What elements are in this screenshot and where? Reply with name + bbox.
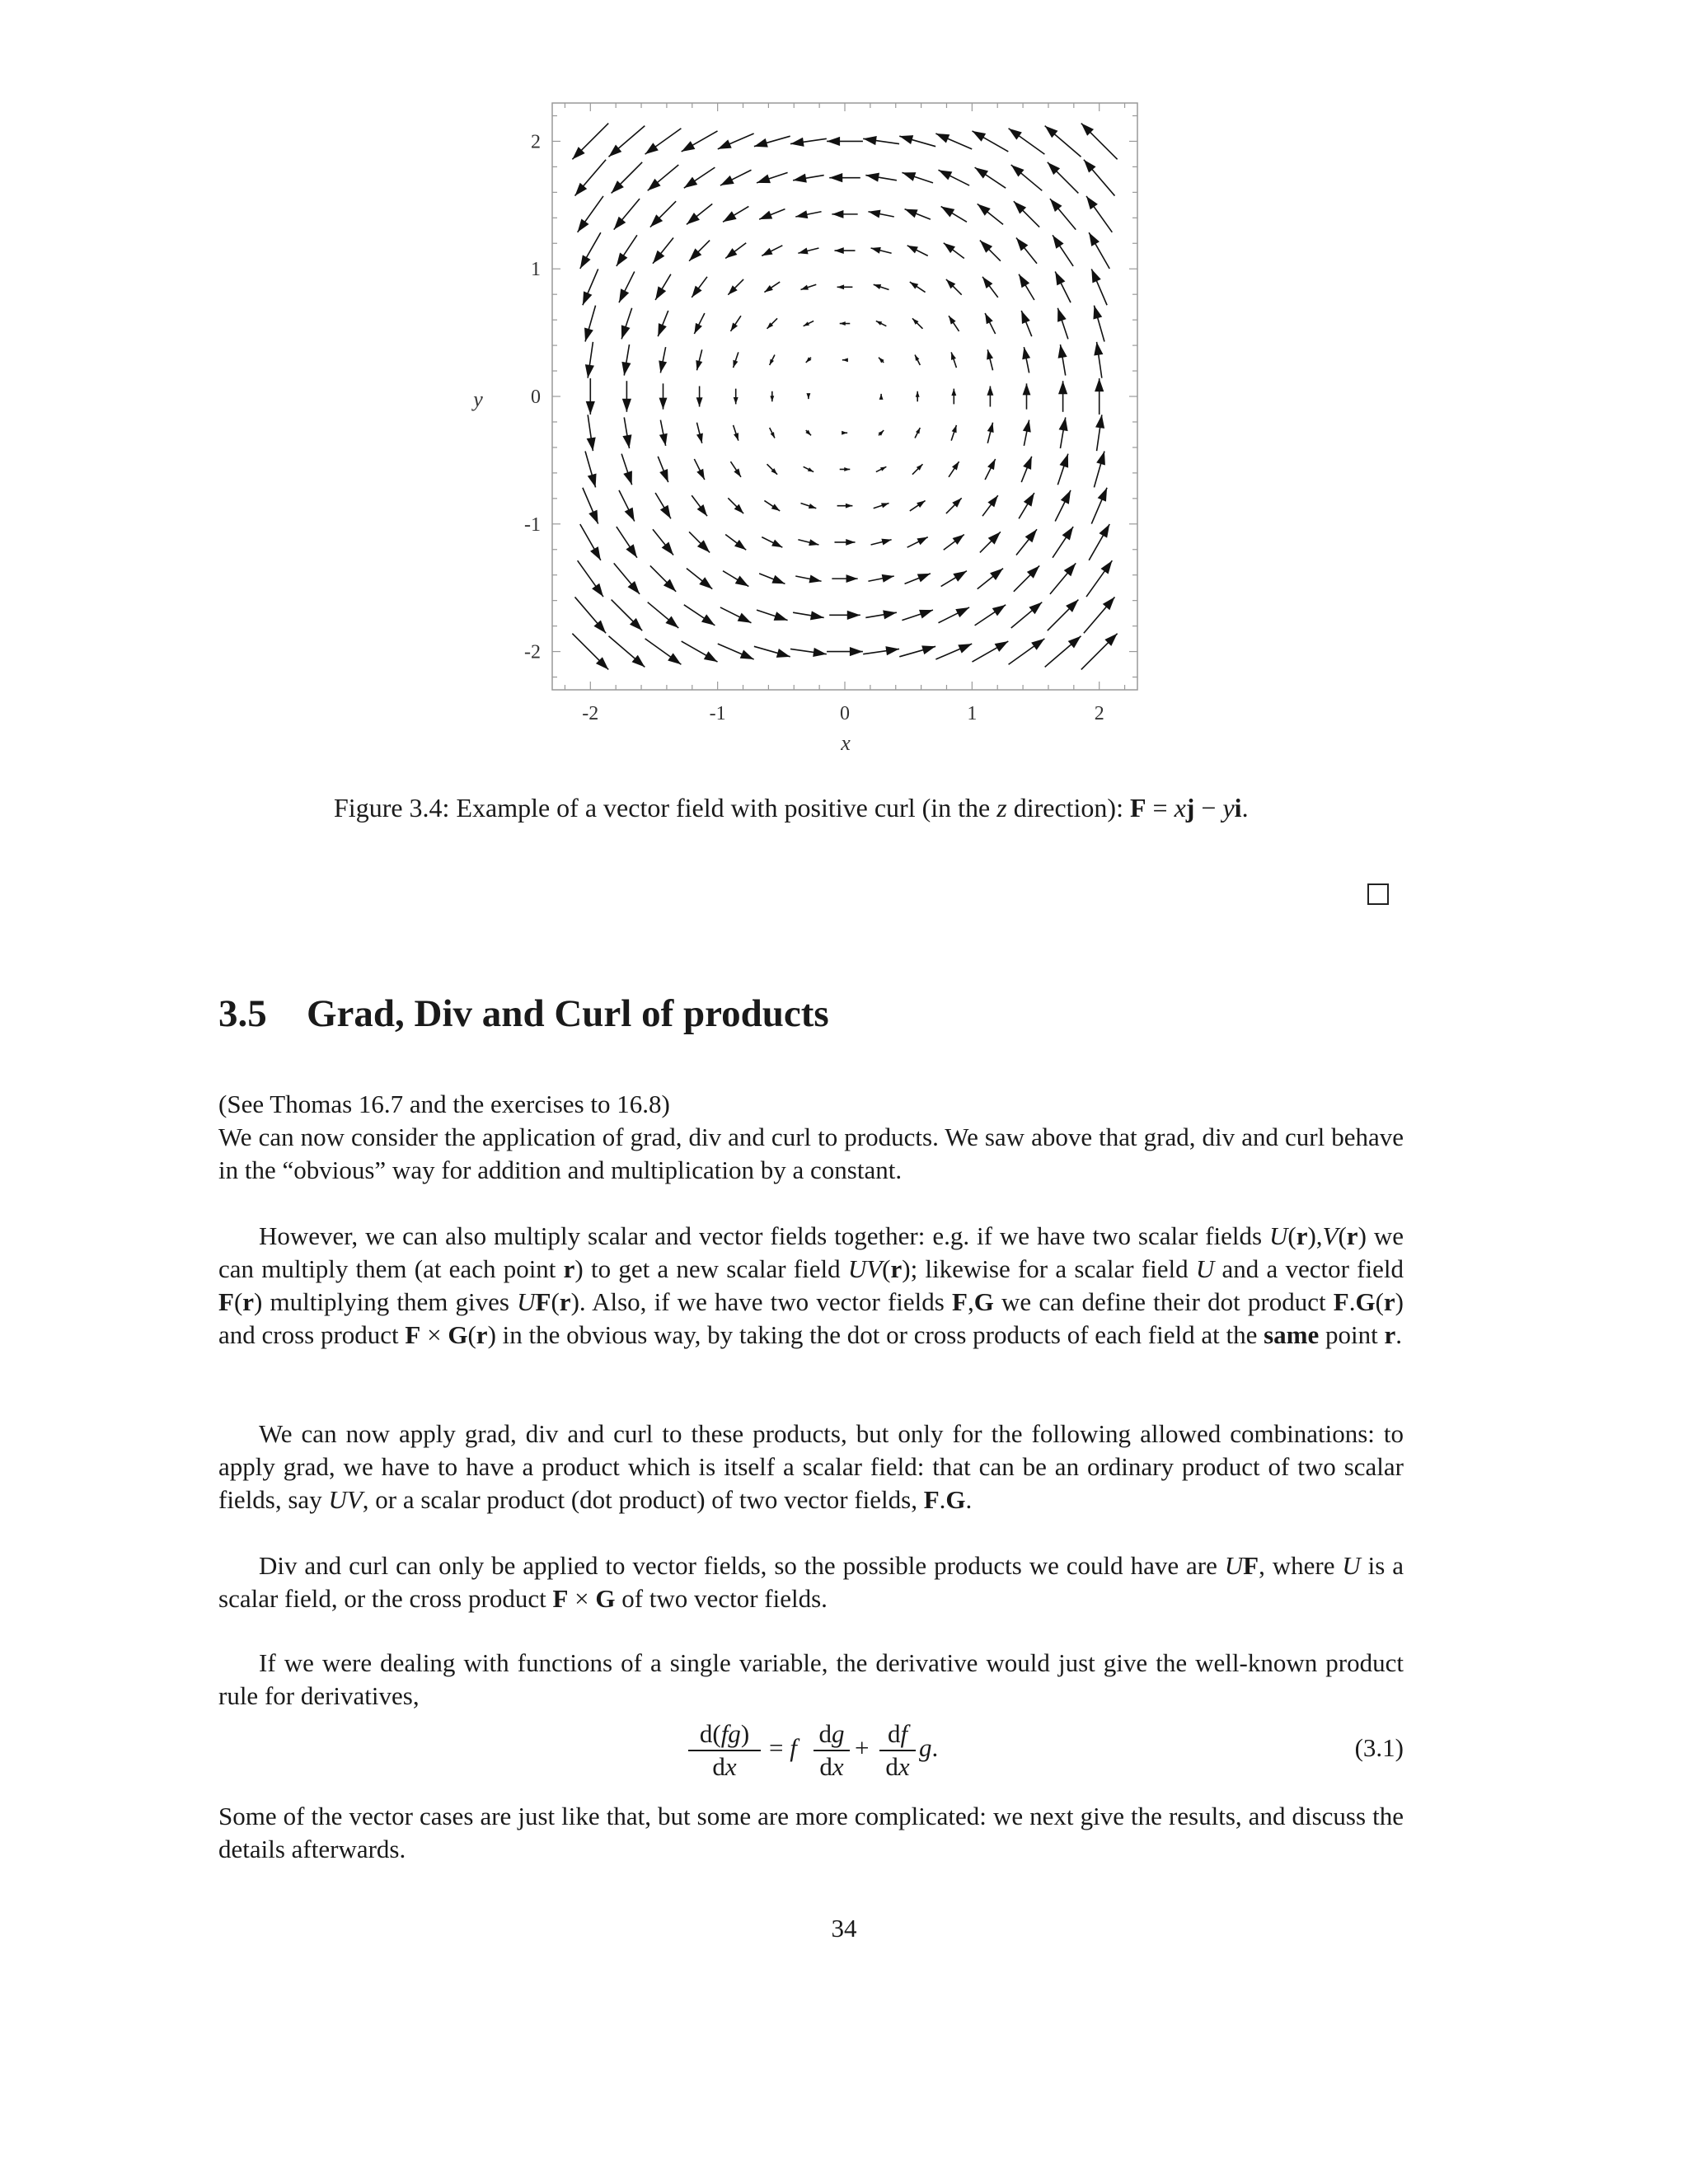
- vector-arrow: [951, 389, 956, 405]
- vector-arrow: [871, 539, 892, 546]
- vector-arrow: [1058, 344, 1067, 376]
- vector-arrow: [827, 647, 863, 656]
- vector-arrow: [728, 279, 743, 295]
- intro-text: We can now consider the application of grad, div and curl to products. We saw above that grad, div and curl behave in the “obvious” way for addition and multiplication by a constant.: [218, 1122, 1404, 1184]
- vector-arrow: [907, 246, 928, 256]
- vector-arrow: [915, 355, 920, 366]
- vector-arrow: [946, 498, 962, 513]
- vector-arrow: [1045, 126, 1081, 157]
- vector-arrow: [944, 535, 964, 551]
- vector-arrow: [689, 532, 710, 552]
- y-axis-label: y: [473, 387, 483, 411]
- vector-arrow: [723, 571, 748, 587]
- vector-arrow: [614, 199, 640, 230]
- vector-arrow: [682, 641, 718, 662]
- vector-arrow: [804, 466, 814, 471]
- x-tick-labels: [582, 703, 1104, 724]
- vector-arrow: [650, 565, 676, 591]
- x-axis-label: x: [841, 731, 851, 755]
- vector-arrow: [767, 464, 778, 475]
- vector-arrow: [648, 602, 679, 628]
- section-heading: [218, 991, 829, 1036]
- vector-arrow: [837, 504, 853, 509]
- vector-arrow: [912, 318, 923, 329]
- vector-arrow: [1014, 565, 1039, 591]
- vector-arrow: [733, 352, 738, 368]
- vector-arrow: [1048, 162, 1079, 194]
- vector-arrow: [696, 423, 703, 443]
- vector-arrow: [617, 235, 637, 266]
- vector-arrow: [899, 135, 935, 147]
- vector-arrow: [617, 527, 637, 558]
- vector-arrow: [720, 170, 752, 185]
- vector-arrow: [1084, 597, 1115, 633]
- x-tick-label: 0: [840, 703, 850, 724]
- vector-arrow: [863, 646, 899, 655]
- vector-arrow: [692, 495, 707, 516]
- vector-arrow: [801, 284, 817, 289]
- vector-arrow: [687, 569, 712, 589]
- vector-arrow: [1053, 235, 1073, 266]
- vector-arrow: [980, 532, 1001, 552]
- vector-arrow: [868, 210, 893, 218]
- vector-arrow: [1089, 232, 1109, 269]
- vector-arrow: [614, 563, 640, 594]
- dg-fraction: dg dx: [814, 1718, 850, 1783]
- vector-arrow: [793, 611, 824, 620]
- vector-arrow: [762, 246, 782, 256]
- vector-arrow: [764, 282, 780, 293]
- vector-arrow: [793, 174, 824, 183]
- vector-arrow: [694, 459, 705, 480]
- vector-arrow: [583, 269, 598, 305]
- vector-arrow: [795, 210, 821, 218]
- paragraph-vector-cases: Some of the vector cases are just like that, but some are more complicated: we next give the results, and discuss the details afterwards.: [218, 1802, 1404, 1863]
- vector-arrow: [587, 415, 596, 451]
- section-title: Grad, Div and Curl of products: [307, 992, 829, 1035]
- vector-arrow: [650, 201, 676, 227]
- vector-arrow: [572, 124, 608, 160]
- vector-arrow: [648, 165, 679, 190]
- vector-arrow: [829, 611, 860, 620]
- vector-arrow: [899, 645, 935, 657]
- vector-arrow: [874, 284, 889, 289]
- vector-arrow: [621, 344, 631, 376]
- vector-arrow: [1023, 383, 1031, 409]
- vector-arrow: [572, 634, 608, 670]
- vector-arrow: [619, 272, 635, 303]
- vector-arrow: [946, 279, 962, 295]
- vector-arrow: [832, 574, 857, 583]
- vector-arrow: [730, 316, 741, 331]
- vector-arrow: [580, 232, 601, 269]
- vector-arrow: [621, 308, 632, 340]
- vector-arrow: [834, 247, 855, 254]
- vector-arrow: [949, 316, 959, 331]
- vector-arrow: [612, 600, 643, 631]
- vector-arrow: [653, 529, 673, 555]
- vector-arrow: [978, 569, 1003, 589]
- vector-arrow: [770, 428, 775, 438]
- vector-arrow: [1094, 342, 1103, 378]
- vector-arrow: [586, 378, 595, 415]
- vector-arrow: [575, 160, 607, 196]
- vector-arrow: [653, 237, 673, 263]
- vector-arrow: [834, 539, 855, 546]
- vector-arrow: [759, 574, 785, 584]
- vector-arrow: [840, 467, 851, 471]
- vector-arrow: [770, 391, 774, 402]
- vector-field-figure: [462, 91, 1154, 766]
- vector-arrow: [1021, 311, 1032, 336]
- thomas-reference: (See Thomas 16.7 and the exercises to 16.8): [218, 1090, 670, 1118]
- vector-arrow: [718, 644, 754, 659]
- vector-arrow: [1057, 308, 1068, 340]
- vector-arrow: [578, 196, 603, 232]
- vector-arrow: [619, 490, 635, 522]
- x-tick-label: -2: [582, 703, 599, 724]
- vector-arrow: [915, 428, 920, 438]
- rhs-g: g.: [919, 1733, 939, 1762]
- vector-arrow: [585, 342, 594, 378]
- vector-arrow: [1094, 452, 1105, 488]
- vector-arrow: [754, 646, 790, 658]
- vector-arrow: [1093, 306, 1104, 342]
- vector-arrow: [764, 500, 780, 511]
- vector-arrow: [1095, 378, 1104, 415]
- vector-arrow: [985, 313, 996, 334]
- vector-arrow: [659, 347, 667, 373]
- paragraph-grad-allowed: We can now apply grad, div and curl to these products, but only for the following allowed combinations: to apply grad, we have to have a product which is itself a scalar field: that can be an ordinary product of two scalar fields, say UV, or a scalar product (dot product) of two vector fields, F.G.: [218, 1419, 1404, 1514]
- vector-arrow: [612, 162, 643, 194]
- vector-arrow: [621, 454, 632, 485]
- vector-arrow: [842, 431, 847, 435]
- vector-arrow: [1081, 634, 1118, 670]
- y-tick-label: 0: [531, 387, 541, 408]
- vector-arrow: [879, 358, 884, 363]
- vector-arrow: [798, 539, 818, 546]
- vector-arrow: [972, 641, 1008, 662]
- vector-arrow: [1011, 602, 1043, 628]
- vector-arrow: [1084, 160, 1115, 196]
- vector-arrow: [723, 206, 748, 222]
- vector-arrow: [806, 357, 812, 363]
- page-number: 34: [831, 1914, 857, 1943]
- vector-arrow: [975, 605, 1006, 626]
- vector-arrow: [578, 560, 603, 597]
- vector-arrow: [987, 386, 993, 406]
- vector-arrow: [1016, 237, 1037, 263]
- figure-caption: [334, 793, 1405, 823]
- vector-arrow: [658, 457, 668, 482]
- vector-arrow: [879, 394, 884, 400]
- vector-arrow: [1009, 639, 1045, 664]
- vector-arrow: [871, 247, 892, 254]
- vector-arrow: [863, 136, 899, 145]
- vector-arrow: [720, 607, 752, 623]
- vector-arrow: [879, 430, 884, 436]
- vector-arrow: [987, 349, 993, 370]
- vector-arrow: [1021, 457, 1032, 482]
- vector-arrow: [935, 644, 972, 659]
- vector-arrow: [759, 209, 785, 220]
- vector-arrow: [944, 243, 964, 259]
- y-tick-label: 1: [531, 259, 541, 281]
- y-tick-label: -2: [524, 641, 541, 663]
- vector-arrow: [585, 452, 597, 488]
- caption-z: z: [996, 793, 1007, 823]
- vector-arrow: [622, 381, 631, 412]
- vector-arrow: [865, 173, 897, 182]
- vector-arrow: [941, 206, 967, 222]
- vector-arrow: [1019, 274, 1034, 300]
- section-number: 3.5: [218, 992, 267, 1035]
- vector-arrow: [985, 459, 996, 480]
- vector-arrow: [975, 167, 1006, 188]
- vector-arrow: [1089, 524, 1109, 560]
- qed-box: [1367, 883, 1389, 905]
- lhs-fraction: d(fg) dx: [688, 1718, 761, 1783]
- plus-sign: +: [855, 1733, 870, 1762]
- vector-arrow: [696, 349, 702, 370]
- vector-arrow: [827, 137, 863, 146]
- vector-arrow: [941, 571, 967, 587]
- vector-arrow: [728, 498, 743, 513]
- vector-arrow: [912, 464, 923, 475]
- vector-arrow: [795, 574, 821, 583]
- df-fraction: df dx: [879, 1718, 916, 1783]
- vector-arrow: [790, 138, 827, 147]
- vector-arrow: [1059, 417, 1068, 448]
- paragraph-div-curl: Div and curl can only be applied to vector fields, so the possible products we could have are UF, where U is a scalar field, or the cross product F × G of two vector fields.: [218, 1551, 1404, 1613]
- vector-arrow: [1050, 563, 1076, 594]
- vector-arrow: [832, 210, 857, 218]
- vector-arrow: [905, 209, 931, 220]
- vector-arrow: [1086, 196, 1112, 232]
- vector-arrow: [1048, 600, 1079, 631]
- vector-arrow: [622, 417, 631, 448]
- x-tick-label: -1: [709, 703, 726, 724]
- vector-arrow: [754, 136, 790, 148]
- vector-arrow: [645, 639, 682, 664]
- vector-arrow: [718, 134, 754, 149]
- vector-arrow: [725, 243, 746, 259]
- vector-arrow: [907, 537, 928, 548]
- plot-ticks: [552, 103, 1137, 690]
- paragraph-products: However, we can also multiply scalar and vector fields together: e.g. if we have two scalar fields U(r),V(r) we can multiply them (at each point r) to get a new scalar field UV(r); likewise for a scalar field U and a vector field F(r) multiplying them gives UF(r). Also, if we have two vector fields F,G we can define their dot product F.G(r) and cross product F × G(r) in the obvious way, by taking the dot or cross products of each field at the same point r.: [218, 1221, 1404, 1349]
- vector-arrow: [584, 306, 596, 342]
- vector-arrow: [837, 284, 853, 289]
- vector-arrow: [655, 493, 671, 518]
- vector-arrow: [762, 537, 782, 548]
- vector-arrow: [801, 504, 817, 509]
- vector-arrow: [694, 313, 705, 334]
- caption-prefix: Figure 3.4: Example of a vector field with positive curl (in the: [334, 793, 997, 823]
- vector-arrow: [682, 131, 718, 152]
- vector-arrow: [902, 172, 933, 183]
- vector-arrow: [583, 488, 598, 524]
- x-tick-label: 2: [1094, 703, 1104, 724]
- vector-arrow: [805, 430, 811, 436]
- vector-arrow: [790, 648, 827, 657]
- vector-arrow: [902, 610, 933, 621]
- vector-arrow: [696, 386, 703, 406]
- vector-arrow: [868, 574, 893, 583]
- vector-arrow: [1011, 165, 1043, 190]
- vector-arrow: [910, 282, 926, 293]
- vector-arrow: [1014, 201, 1039, 227]
- vector-arrow: [659, 383, 668, 409]
- equals-sign: = f: [769, 1733, 797, 1762]
- vector-arrow: [608, 636, 645, 668]
- vector-arrow: [1058, 381, 1067, 412]
- vector-arrow: [949, 462, 959, 477]
- vector-arrow: [608, 126, 645, 157]
- vector-arrow: [910, 500, 926, 511]
- vector-arrow: [767, 318, 778, 329]
- vector-arrow: [1055, 272, 1071, 303]
- vector-arrow: [935, 134, 972, 149]
- vector-arrow: [692, 277, 707, 298]
- vector-arrow: [1022, 347, 1030, 373]
- vector-arrow: [684, 167, 715, 188]
- vector-arrow: [757, 172, 788, 183]
- vector-arrow: [734, 425, 738, 441]
- vector-arrow: [730, 462, 741, 477]
- vector-arrow: [645, 129, 682, 154]
- vector-arrow: [1050, 199, 1076, 230]
- vector-arrow: [687, 204, 712, 224]
- vector-arrow: [829, 173, 860, 182]
- vector-arrow: [1045, 636, 1081, 668]
- x-tick-label: 1: [967, 703, 978, 724]
- vector-arrow: [876, 321, 887, 326]
- equation-number: (3.1): [1354, 1733, 1404, 1762]
- vector-arrow: [939, 607, 970, 623]
- vector-arrow: [725, 535, 746, 551]
- vector-arrow: [806, 393, 810, 399]
- vector-arrow: [982, 495, 998, 516]
- vector-arrow: [865, 610, 897, 619]
- vector-arrow: [684, 605, 715, 626]
- plot-frame: [552, 103, 1137, 690]
- paragraph-single-variable: If we were dealing with functions of a single variable, the derivative would just give the well-known product rule for derivatives,: [218, 1648, 1404, 1710]
- y-tick-labels: [524, 131, 541, 663]
- vector-arrow: [734, 389, 738, 405]
- vector-arrow: [840, 321, 851, 326]
- vector-arrow: [1086, 560, 1112, 597]
- vector-arrow: [951, 352, 956, 368]
- paragraph-intro: [218, 1088, 1404, 1187]
- vector-arrow: [916, 391, 920, 402]
- vector-arrow: [842, 358, 848, 362]
- vector-arrow: [1095, 415, 1104, 451]
- vector-arrow: [987, 423, 994, 443]
- vector-arrow: [798, 247, 818, 254]
- vector-arrow: [804, 321, 814, 326]
- vector-arrow: [1019, 493, 1034, 518]
- vector-arrow: [1009, 129, 1045, 154]
- y-tick-label: -1: [524, 513, 541, 536]
- vector-arrow: [876, 466, 887, 471]
- vector-arrow: [1023, 420, 1031, 446]
- vector-arrow: [939, 170, 970, 185]
- caption-mid: direction):: [1006, 793, 1130, 823]
- vector-arrow: [658, 311, 668, 336]
- vector-arrow: [1091, 269, 1107, 305]
- vector-arrow: [1055, 490, 1071, 522]
- vector-arrow: [689, 241, 710, 261]
- vector-arrow: [770, 355, 775, 366]
- vector-arrow: [951, 425, 956, 441]
- vector-arrow: [1057, 454, 1068, 485]
- vector-arrow: [575, 597, 607, 633]
- vector-arrow: [972, 131, 1008, 152]
- vector-arrow: [1016, 529, 1037, 555]
- vector-arrow: [655, 274, 671, 300]
- vector-arrow: [982, 277, 998, 298]
- equation-3-1: [218, 1718, 1404, 1801]
- caption-formula: F = xj − yi.: [1129, 793, 1249, 823]
- vector-arrow: [874, 503, 889, 508]
- vector-arrow: [1053, 527, 1073, 558]
- vector-arrow: [659, 420, 668, 446]
- vector-arrow: [580, 524, 601, 560]
- vector-arrow: [905, 574, 931, 584]
- vector-arrow: [980, 241, 1001, 261]
- vector-arrows: [572, 124, 1117, 670]
- y-tick-label: 2: [531, 131, 541, 153]
- vector-arrow: [1081, 124, 1118, 160]
- vector-arrow: [757, 610, 788, 621]
- vector-arrow: [1091, 488, 1107, 524]
- vector-arrow: [978, 204, 1003, 224]
